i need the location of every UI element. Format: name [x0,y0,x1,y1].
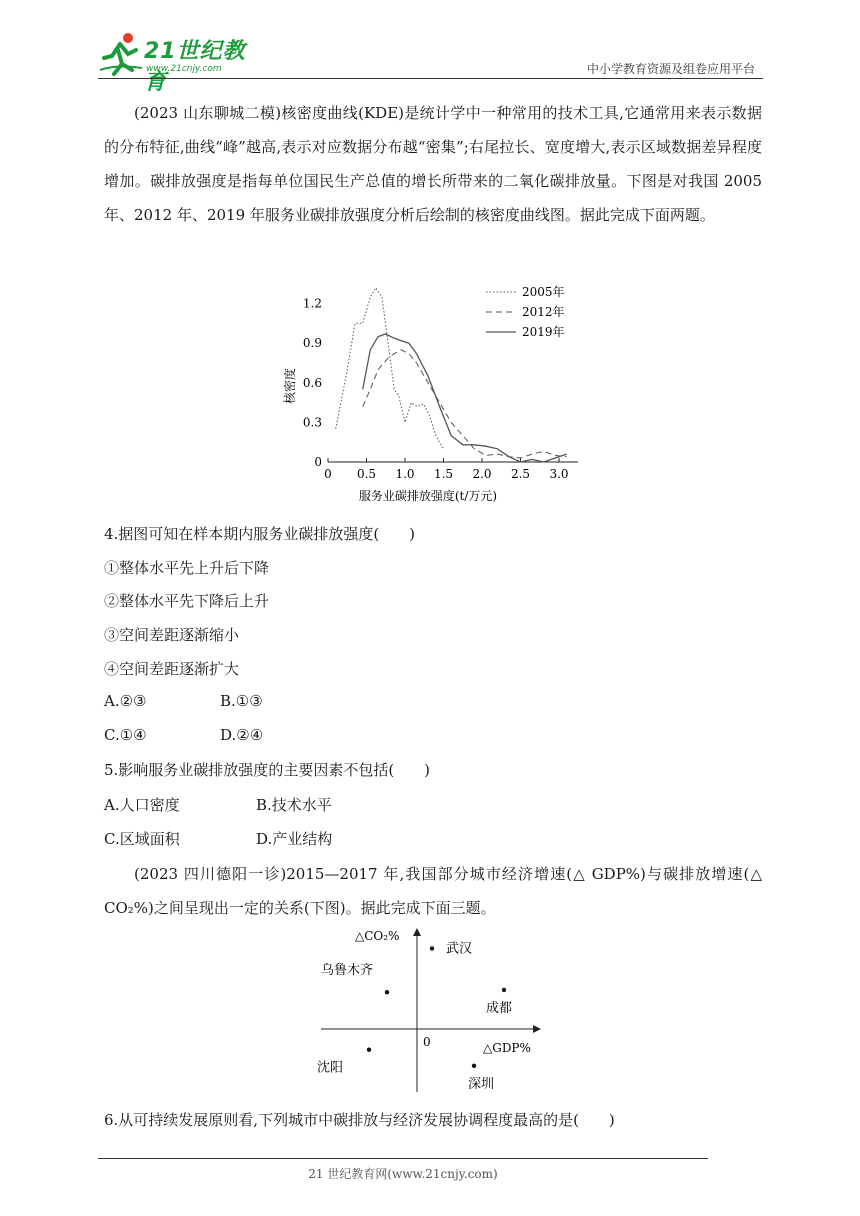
kde-x-tick-label: 0 [324,467,332,481]
q4-option-b[interactable]: B.①③ [220,692,263,710]
q4-item-2: ②整体水平先下降后上升 [104,592,270,610]
kde-series-1 [336,288,444,449]
logo-text: 21世纪教育 [144,39,246,95]
kde-x-tick-label: 2.5 [510,467,531,481]
kde-x-tick-label: 1.0 [395,467,415,481]
q5-option-c[interactable]: C.区域面积 [104,830,180,848]
x-axis-arrow-icon [533,1025,541,1033]
kde-y-tick-label: 0.6 [302,375,322,390]
kde-legend-label: 2012年 [522,305,565,319]
kde-x-tick-label: 2.0 [472,467,492,481]
kde-series-2 [363,350,567,458]
kde-y-tick-label: 0 [314,455,322,469]
kde-y-tick-label: 0.3 [302,415,322,430]
y-axis-label: △CO₂% [355,929,400,943]
kde-x-axis-label: 服务业碳排放强度(t/万元) [358,489,498,503]
kde-series-3 [363,334,567,462]
kde-x-tick-label: 0.5 [356,467,377,481]
logo-url: www.21cnjy.com [146,64,222,74]
q4-item-1: ①整体水平先上升后下降 [104,559,270,577]
q4-option-c[interactable]: C.①④ [104,726,147,744]
kde-chart [280,278,590,510]
kde-y-tick-label: 0.9 [302,336,322,351]
site-logo [98,30,258,95]
q4-item-3: ③空间差距逐渐缩小 [104,626,240,644]
header-divider [98,78,763,79]
x-axis-label: △GDP% [483,1041,531,1055]
scatter-point [430,946,434,950]
footer-divider [98,1158,708,1159]
kde-y-tick-label: 1.2 [302,296,322,311]
origin-label: 0 [423,1035,431,1049]
kde-y-axis-label: 核密度 [283,367,297,405]
kde-x-tick-label: 3.0 [549,467,569,481]
scatter-point-label: 武汉 [446,941,473,957]
q4-stem: 4.据图可知在样本期内服务业碳排放强度( ) [104,525,416,543]
q4-item-4: ④空间差距逐渐扩大 [104,660,240,678]
kde-plot-area [282,284,578,503]
y-axis-arrow-icon [413,928,421,936]
scatter-point [385,990,389,994]
scatter-point-label: 沈阳 [317,1060,344,1076]
q5-stem: 5.影响服务业碳排放强度的主要因素不包括( ) [104,761,431,779]
intro-paragraph-2: (2023 四川德阳一诊)2015—2017 年,我国部分城市经济增速(△ GDP%)与碳排放增速(△ CO₂%)之间呈现出一定的关系(下图)。据此完成下面三题。 [104,865,762,917]
scatter-point-label: 深圳 [468,1076,495,1092]
platform-name: 中小学教育资源及组卷应用平台 [586,62,755,76]
scatter-point [472,1064,476,1068]
q4-option-d[interactable]: D.②④ [220,726,264,744]
kde-x-tick-label: 1.5 [433,467,454,481]
q5-option-b[interactable]: B.技术水平 [256,796,332,814]
q5-option-d[interactable]: D.产业结构 [256,830,333,848]
scatter-points [317,941,512,1092]
scatter-point-label: 乌鲁木齐 [321,963,374,979]
q6-stem: 6.从可持续发展原则看,下列城市中碳排放与经济发展协调程度最高的是( ) [104,1111,615,1129]
intro-paragraph-1: (2023 山东聊城二模)核密度曲线(KDE)是统计学中一种常用的技术工具,它通常用来表示数据的分布特征,曲线“峰”越高,表示对应数据分布越“密集”;右尾拉长、宽度增大,表示区域数据差异程度增加。碳排放强度是指每单位国民生产总值的增长所带来的二氧化碳排放量。下图是对我国 2005 年、2012 年、2019 年服务业碳排放强度分析后绘制的核密度曲线图。据此完成下面两题。 [104,104,762,224]
kde-legend-label: 2019年 [522,325,565,339]
runner-logo-icon [98,30,144,76]
footer-text: 21 世纪教育网(www.21cnjy.com) [308,1167,498,1181]
q4-option-a[interactable]: A.②③ [104,692,147,710]
scatter-point-label: 成都 [486,1000,513,1016]
scatter-point [367,1048,371,1052]
q5-option-a[interactable]: A.人口密度 [104,796,180,814]
kde-legend-label: 2005年 [522,285,565,299]
gdp-co2-chart [315,924,545,1096]
scatter-point [502,988,506,992]
